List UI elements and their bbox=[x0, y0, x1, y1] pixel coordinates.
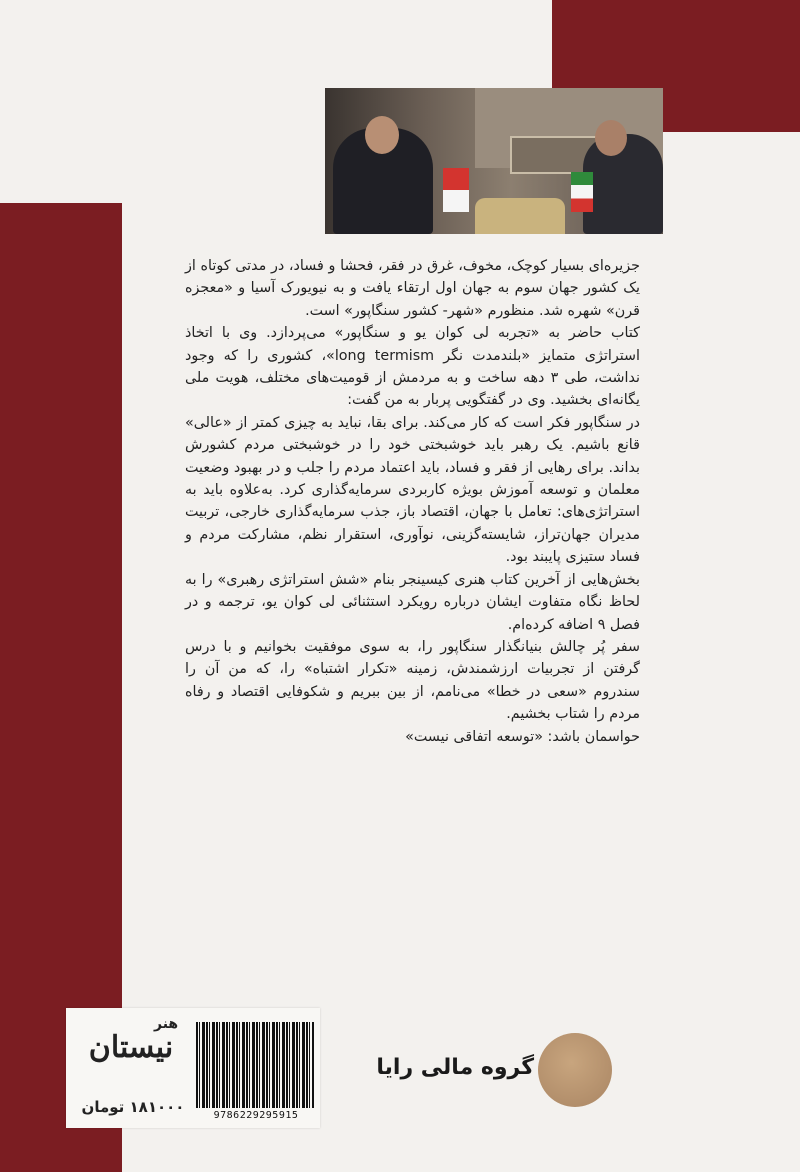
iran-flag-icon bbox=[571, 172, 593, 212]
back-cover-text bbox=[185, 255, 640, 748]
paragraph: جزیره‌ای بسیار کوچک، مخوف، غرق در فقر، فحشا و فساد، در مدتی کوتاه از یک کشور جهان سوم به جهان اول ارتقاء یافت و به نیویورک آسیا و «معجزه قرن» شهره شد. منظورم «شهر- کشور سنگاپور» است. bbox=[185, 258, 640, 319]
series-logo-circle-icon bbox=[538, 1033, 612, 1107]
imprint-box bbox=[66, 1008, 320, 1128]
singapore-flag-icon bbox=[443, 168, 469, 212]
isbn-number: 9786229295915 bbox=[213, 1110, 299, 1121]
paragraph: سفر پُر چالش بنیانگذار سنگاپور را، به سوی موفقیت بخوانیم و با درس گرفتن از تجربیات ارزشمندش، زمینه «تکرار اشتباه» را، که من آن را سندروم «سعی در خطا» می‌نامم، از بین ببریم و شکوفایی اقتصاد و رفاه مردم را شتاب بخشیم. bbox=[185, 638, 640, 723]
publisher-name: نیستان bbox=[88, 1030, 174, 1065]
paragraph: کتاب حاضر به «تجربه لی کوان یو و سنگاپور» می‌پردازد. وی با اتخاذ استراتژی متمایز «بلندمدت نگر long termism»، کشوری را که وجود نداشت، طی ۳ دهه ساخت و به مردمش از قومیت‌های مختلف، هویت ملی یگانه‌ای بخشید. وی در گفتگویی پربار به من گفت: bbox=[185, 325, 640, 409]
paragraph: بخش‌هایی از آخرین کتاب هنری کیسینجر بنام «شش استراتژی رهبری» را به لحاظ نگاه متفاوت ایشان درباره رویکرد استثنائی لی کوان یو، ترجمه و در فصل ۹ اضافه کرده‌ام. bbox=[185, 571, 640, 633]
barcode-icon bbox=[196, 1022, 314, 1108]
publisher-tagline: هنر bbox=[154, 1016, 179, 1032]
publisher-logo bbox=[76, 1016, 186, 1088]
cover-photo bbox=[325, 88, 663, 234]
price-label: ۱۸۱۰۰۰ تومان bbox=[81, 1098, 185, 1116]
paragraph: در سنگاپور فکر است که کار می‌کند. برای بقا، نباید به چیزی کمتر از «عالی» قانع باشیم. یک رهبر باید خوشبختی خود را در خوشبختی مردم کشورش بداند. برای رهایی از فقر و فساد، باید اعتماد مردم را جلب و در بهبود وضعیت معلمان و توسعه آموزش بویژه کاربردی سرمایه‌گذاری کرد. به‌علاوه باید به استراتژی‌های: تعامل با جهان، اقتصاد باز، جذب سرمایه‌گذاری خارجی، تربیت مدیران جهان‌تراز، شایسته‌گزینی، نوآوری، استقرار نظم، مشارکت مردم و فساد ستیزی پایبند بود. bbox=[185, 414, 640, 566]
paragraph: حواسمان باشد: «توسعه اتفاقی نیست» bbox=[405, 728, 640, 745]
series-logo-text: گروه مالی رایا bbox=[376, 1055, 534, 1080]
